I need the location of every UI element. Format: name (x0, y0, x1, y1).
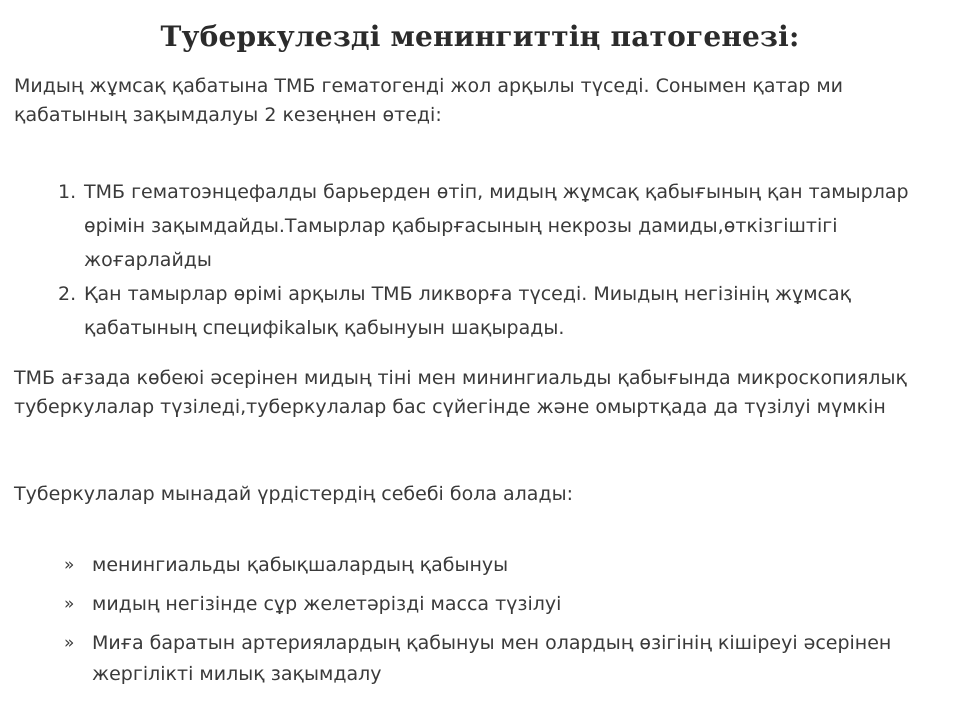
stage-number: 2. (58, 283, 77, 305)
stage-item (58, 175, 938, 277)
stage-number: 1. (58, 181, 77, 203)
stage-text: ТМБ гематоэнцефалды барьерден өтіп, мидың жұмсақ қабығының қан тамырлар өрімін зақымдайды.Тамырлар қабырғасының некрозы дамиды,өткізгіштігі жоғарлайды (84, 181, 909, 271)
slide-title: Туберкулезді менингиттің патогенезі: (160, 20, 800, 53)
causes-intro: Туберкулалар мынадай үрдістердің себебі бола алады: (14, 483, 573, 505)
stage-text: Қан тамырлар өрімі арқылы ТМБ ликворға түседі. Миыдың негізінің жұмсақ қабатының специфikalық қабынуын шақырады. (84, 283, 852, 339)
cause-text: мидың негізінде сұр желетәрізді масса түзілуі (92, 593, 562, 615)
cause-item (64, 628, 924, 690)
cause-text: менингиальды қабықшалардың қабынуы (92, 554, 509, 576)
stages-list (58, 175, 938, 345)
stage-item (58, 277, 938, 345)
chevron-bullet-icon: » (64, 633, 75, 653)
cause-item (64, 550, 924, 581)
intro-paragraph: Мидың жұмсақ қабатына ТМБ гематогенді жол арқылы түседі. Сонымен қатар ми қабатының зақымдалуы 2 кезеңнен өтеді: (14, 75, 844, 126)
chevron-bullet-icon: » (64, 555, 75, 575)
cause-text: Миға баратын артериялардың қабынуы мен олардың өзігінің кішіреуі әсерінен жергілікті милық зақымдалу (92, 632, 892, 685)
cause-item (64, 589, 924, 620)
chevron-bullet-icon: » (64, 594, 75, 614)
causes-list (64, 550, 924, 698)
growth-paragraph: ТМБ ағзада көбеюі әсерінен мидың тіні мен минингиальды қабығында микроскопиялық туберкулалар түзіледі,туберкулалар бас сүйегінде және омыртқада да түзілуі мүмкін (14, 367, 907, 418)
